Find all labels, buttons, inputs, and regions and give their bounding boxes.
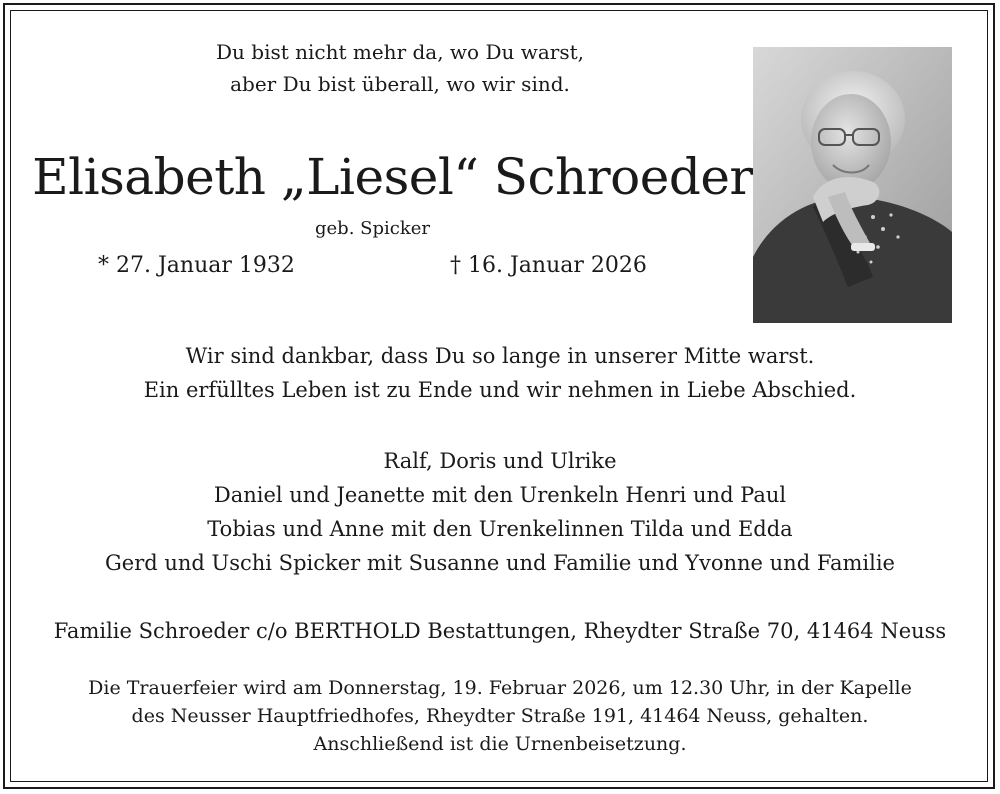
deceased-name: Elisabeth „Liesel“ Schroeder <box>32 148 753 206</box>
death-date: † 16. Januar 2026 <box>450 253 647 278</box>
contact-address: Familie Schroeder c/o BERTHOLD Bestattungen, Rheydter Straße 70, 41464 Neuss <box>53 619 947 643</box>
mourner-line: Daniel und Jeanette mit den Urenkeln Henri und Paul <box>213 483 787 507</box>
portrait-icon <box>753 47 952 323</box>
motto <box>90 36 710 100</box>
motto-line: aber Du bist überall, wo wir sind. <box>230 72 570 96</box>
thanks-line: Ein erfülltes Leben ist zu Ende und wir nehmen in Liebe Abschied. <box>143 378 857 402</box>
portrait-photo <box>753 47 952 323</box>
mourner-line: Gerd und Uschi Spicker mit Susanne und Familie und Yvonne und Familie <box>105 551 895 575</box>
service-line: des Neusser Hauptfriedhofes, Rheydter Straße 191, 41464 Neuss, gehalten. <box>131 705 869 727</box>
mourners-list <box>0 444 1000 580</box>
service-line: Die Trauerfeier wird am Donnerstag, 19. Februar 2026, um 12.30 Uhr, in der Kapelle <box>88 677 912 699</box>
thanks-line: Wir sind dankbar, dass Du so lange in unserer Mitte warst. <box>185 344 815 368</box>
service-details <box>0 674 1000 758</box>
mourner-line: Tobias und Anne mit den Urenkelinnen Tilda und Edda <box>207 517 793 541</box>
mourner-line: Ralf, Doris und Ulrike <box>383 449 617 473</box>
motto-line: Du bist nicht mehr da, wo Du warst, <box>216 40 584 64</box>
service-line: Anschließend ist die Urnenbeisetzung. <box>313 733 687 755</box>
thanks-text <box>0 339 1000 407</box>
birth-date: * 27. Januar 1932 <box>98 253 295 278</box>
maiden-name: geb. Spicker <box>315 218 430 239</box>
